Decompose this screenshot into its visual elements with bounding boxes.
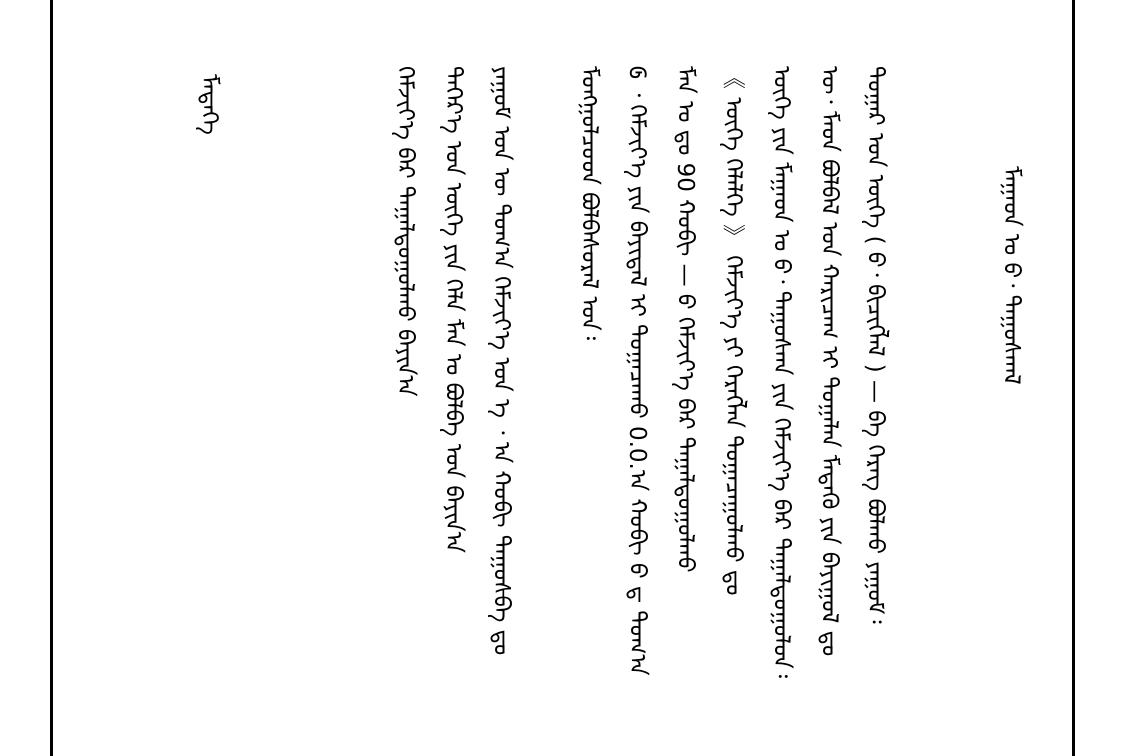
paragraph-line: ᠳᠤᠭᠠᠷ ᠤᠨ ᠦᠭᠡ ( ᠪ᠂ ᠪᠢᠴᠢᠭᠯᠡᠯ ) — ᠪᠡ ᠬᠡᠷᠡᠭ ᠪᠣᠯᠬᠤ ᠶᠠᠭᠤᠮ᠄ [862, 66, 888, 624]
paragraph-line: ᠦ᠂ ᠮᠡᠳ ᠪᠣᠯᠪᠠᠯ ᠤᠨ ᠬᠠᠷᠢᠴᠠᠭ ᠢ ᠲᠣᠭᠠᠯᠠᠨ ᠮᠡᠳᠡᠬᠦ ᠶᠢᠨ ᠪᠠᠶᠢᠭᠤᠯ ᠳᠤ [816, 66, 842, 657]
paragraph-line: ᠦᠭᠡ ᠶᠢᠨ ᠮᠠᠭᠠᠳ ᠤ ᠪ᠂ ᠳᠠᠭᠤᠰᠬᠠ ᠶᠢᠨ ᠬᠡᠮᠵᠢᠶ᠎ᠡ ᠪᠡᠷ ᠳᠠᠭᠠᠯᠳᠤᠭᠤᠯᠤᠨ᠄ [768, 66, 794, 679]
document-signature: ᠮᠡᠳᠡᠭᠡ [196, 74, 222, 135]
paragraph-line: ᠖ ᠂ ᠬᠡᠮᠵᠢᠶ᠎ᠡ ᠶᠢᠨ ᠪᠠᠶᠢᠳᠠᠯ ᠢ ᠲᠣᠭᠠᠴᠠᠬᠤ 0.0.ᠠ ᠬᠤᠪᠢ ᠪ ᠳ ᠲᠣᠭ᠎ᠠ [624, 66, 650, 676]
paragraph-line: ᠮᠠᠨ ᠤ ᠳᠤ 90 ᠬᠤᠪᠢ — ᠪ ᠬᠡᠮᠵᠢᠶ᠎ᠡ ᠪᠡᠷ ᠳᠠᠭᠠᠯᠳᠤᠭᠤᠯᠬᠤ [672, 66, 698, 573]
document-heading: ᠮᠠᠭᠠᠳ ᠤ ᠪ᠂ ᠳᠠᠭᠤᠰᠬᠠᠯ [998, 166, 1024, 385]
document-page [50, 0, 1075, 756]
paragraph-line: ᠳᠡᠭᠡᠷ᠎ᠡ ᠤᠨ ᠦᠭᠡ ᠶᠢᠨ ᠬᠡᠯᠡ ᠮᠠᠨ ᠤ ᠪᠣᠯᠪᠠ ᠤᠨ ᠪᠠᠶᠢᠨ᠎ᠠ [440, 66, 466, 553]
paragraph-line: ᠮᠣᠩᠭᠣᠯᠴᠤᠳ ᠪᠣᠯᠪᠠᠰᠤᠷᠠᠯ ᠤᠨ᠄ [576, 66, 602, 341]
paragraph-line: ᠬᠡᠮᠵᠢᠶ᠎ᠡ ᠪᠡᠷ ᠳᠠᠭᠠᠯᠳᠤᠭᠤᠯᠬᠤ ᠪᠠᠶᠢᠨ᠎ᠠ [392, 66, 418, 397]
paragraph-line: ᠶᠠᠭᠤᠮ ᠤᠨ ᠦ ᠲᠣᠭ᠎ᠠ ᠬᠡᠮᠵᠢᠶ᠎ᠡ ᠤᠨ ᠡ ᠂ ᠠ ᠬᠤᠪᠢ ᠳᠠᠭᠤᠰᠪᠠ ᠳᠤ [488, 66, 514, 656]
paragraph-line: 《 ᠦᠭᠡ ᠬᠡᠯᠡᠯᠭᠡ 》 ᠬᠡᠮᠵᠢᠶ᠎ᠡ ᠶᠢ ᠬᠡᠷᠡᠭᠯᠡᠨ ᠲᠣᠭᠠᠴᠠᠭᠤᠯᠬᠤ ᠳᠤ [720, 66, 746, 596]
